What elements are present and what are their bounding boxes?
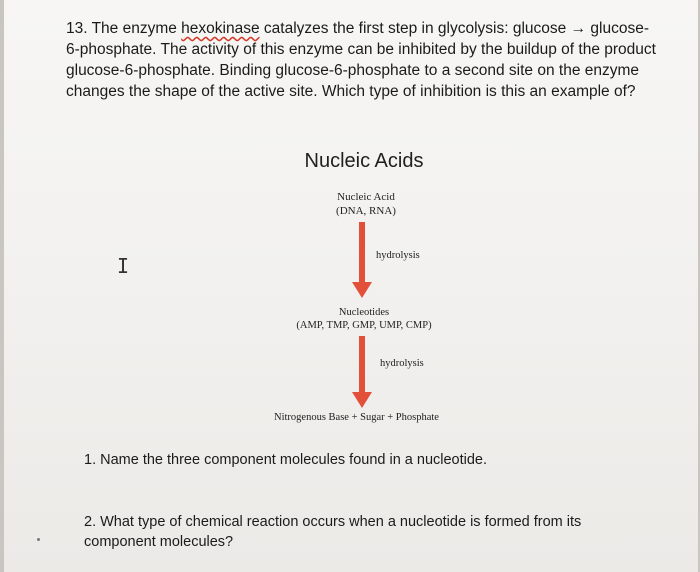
- hydrolysis-arrow-1-shaft: [359, 222, 365, 284]
- nucleotides-label: [244, 306, 484, 332]
- question-2: 2. What type of chemical reaction occurs when a nucleotide is formed from its component molecules?: [84, 514, 582, 550]
- hydrolysis-arrow-2-shaft: [359, 336, 365, 394]
- nucleic-acid-line2: (DNA, RNA): [336, 205, 396, 217]
- question-13-prefix: 13. The enzyme: [66, 20, 182, 37]
- nucleotides-line1: Nucleotides: [338, 307, 390, 318]
- products-label: Nitrogenous Base + Sugar + Phosphate: [274, 412, 439, 423]
- document-page: [4, 0, 698, 572]
- hydrolysis-arrow-1-head: [352, 282, 372, 298]
- hydrolysis-arrow-2-head: [352, 392, 372, 408]
- stray-dot: [37, 538, 40, 541]
- nucleic-acid-line1: Nucleic Acid: [337, 191, 395, 203]
- misspelled-word[interactable]: hexokinase: [181, 20, 260, 37]
- figure-title: Nucleic Acids: [304, 150, 424, 172]
- question-13: [66, 18, 656, 102]
- text-cursor-icon: I: [117, 254, 130, 278]
- question-13-suffix: catalyzes the first step in glycolysis: glucose → glucose-6-phosphate. The activity of this enzyme can be inhibited by the buildup of the product glucose-6-phosphate. Binding glucose-6-phosphate to a second site on the enzyme changes the shape of the active site. Which type of inhibition is this an example of?: [66, 20, 656, 100]
- question-1: 1. Name the three component molecules found in a nucleotide.: [84, 452, 488, 468]
- hydrolysis-label-1: hydrolysis: [376, 250, 420, 261]
- nucleic-acid-label: [296, 190, 436, 218]
- nucleotides-line2: (AMP, TMP, GMP, UMP, CMP): [296, 320, 432, 331]
- hydrolysis-label-2: hydrolysis: [380, 358, 424, 369]
